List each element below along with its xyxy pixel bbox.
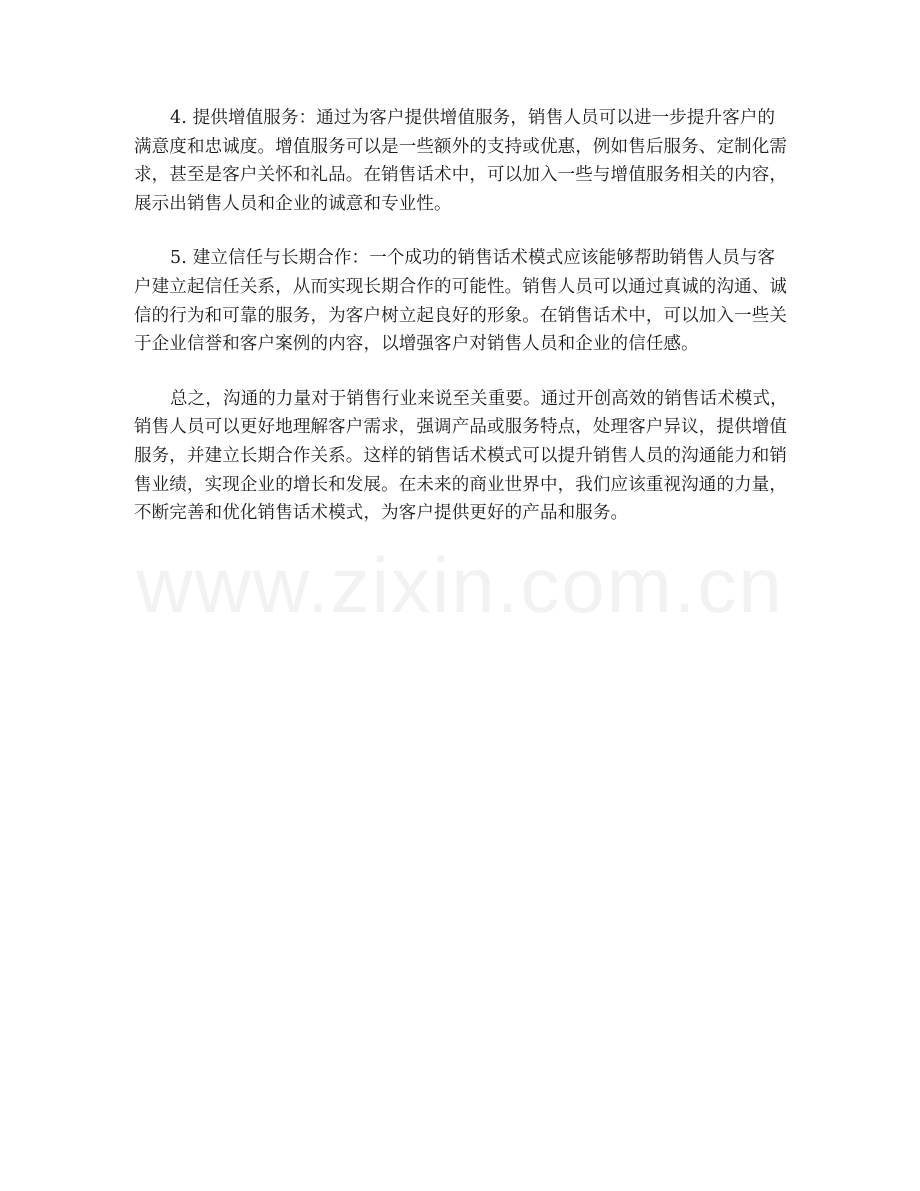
paragraph-conclusion: 总之，沟通的力量对于销售行业来说至关重要。通过开创高效的销售话术模式，销售人员可以更好地理解客户需求，强调产品或服务特点，处理客户异议，提供增值服务，并建立长期合作关系。这样的销售话术模式可以提升销售人员的沟通能力和销售业绩，实现企业的增长和发展。在未来的商业世界中，我们应该重视沟通的力量，不断完善和优化销售话术模式，为客户提供更好的产品和服务。 [134, 388, 788, 524]
paragraph-trust-long-term-cooperation: 5. 建立信任与长期合作：一个成功的销售话术模式应该能够帮助销售人员与客户建立起信任关系，从而实现长期合作的可能性。销售人员可以通过真诚的沟通、诚信的行为和可靠的服务，为客户树立起良好的形象。在销售话术中，可以加入一些关于企业信誉和客户案例的内容，以增强客户对销售人员和企业的信任感。 [134, 248, 788, 355]
paragraph-value-added-services: 4. 提供增值服务：通过为客户提供增值服务，销售人员可以进一步提升客户的满意度和忠诚度。增值服务可以是一些额外的支持或优惠，例如售后服务、定制化需求，甚至是客户关怀和礼品。在销售话术中，可以加入一些与增值服务相关的内容，展示出销售人员和企业的诚意和专业性。 [134, 108, 788, 214]
watermark: www.zixin.com.cn [136, 541, 784, 629]
document-body [134, 104, 788, 554]
